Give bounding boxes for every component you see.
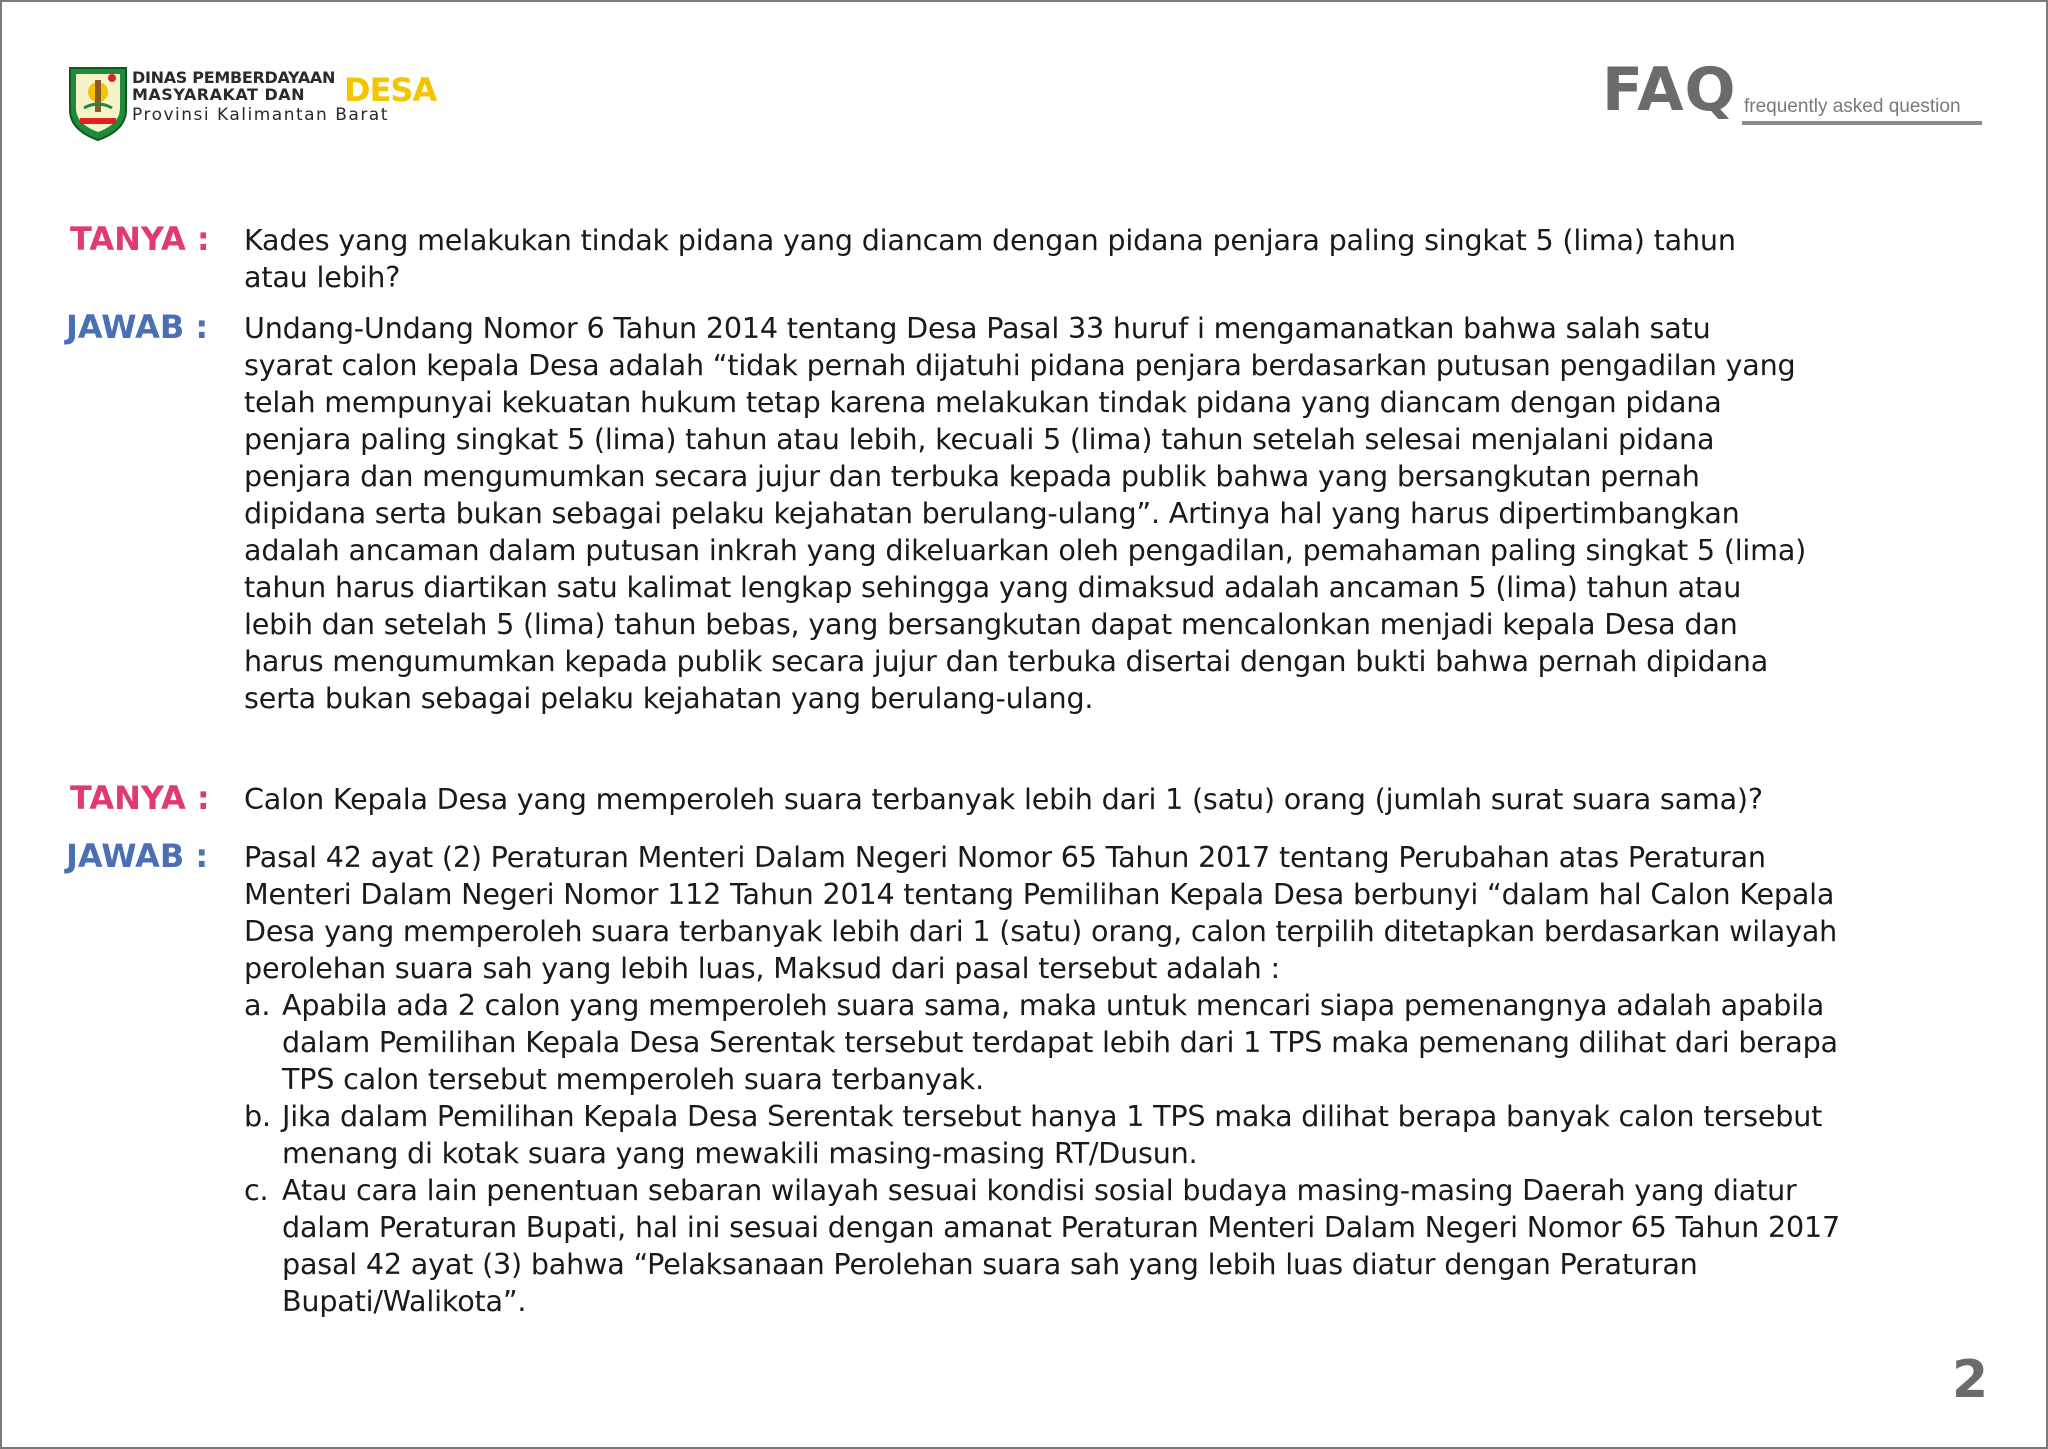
answer-text [244,839,1840,1320]
faq-underline [1742,121,1982,125]
org-line-1: DINAS PEMBERDAYAAN [132,68,336,87]
text-line: dalam Peraturan Bupati, hal ini sesuai dengan amanat Peraturan Menteri Dalam Negeri Nomor 65 Tahun 2017 [282,1210,1840,1244]
list-item [244,987,1840,1098]
text-line: perolehan suara sah yang lebih luas, Maksud dari pasal tersebut adalah : [244,951,1280,985]
text-line: Kades yang melakukan tindak pidana yang diancam dengan pidana penjara paling singkat 5 (lima) tahun [244,223,1736,257]
text-line: pasal 42 ayat (3) bahwa “Pelaksanaan Perolehan suara sah yang lebih luas diatur dengan Peraturan [282,1247,1698,1281]
list-marker: b. [244,1099,271,1133]
answer-label: JAWAB : [66,308,209,346]
kalimantan-barat-emblem-icon [66,64,130,142]
text-line: harus mengumumkan kepada publik secara jujur dan terbuka disertai dengan bukti bahwa pernah dipidana [244,644,1769,678]
text-line: Jika dalam Pemilihan Kepala Desa Serentak tersebut hanya 1 TPS maka dilihat berapa banyak calon tersebut [282,1099,1823,1133]
question-text [244,222,1736,296]
text-line: dalam Pemilihan Kepala Desa Serentak tersebut terdapat lebih dari 1 TPS maka pemenang dilihat dari berapa [282,1025,1838,1059]
text-line: Menteri Dalam Negeri Nomor 112 Tahun 2014 tentang Pemilihan Kepala Desa berbunyi “dalam hal Calon Kepala [244,877,1835,911]
text-line: syarat calon kepala Desa adalah “tidak pernah dijatuhi pidana penjara berdasarkan putusan pengadilan yang [244,348,1796,382]
text-line: penjara dan mengumumkan secara jujur dan terbuka kepada publik bahwa yang bersangkutan pernah [244,459,1700,493]
text-line: lebih dan setelah 5 (lima) tahun bebas, yang bersangkutan dapat mencalonkan menjadi kepala Desa dan [244,607,1738,641]
list-marker: c. [244,1173,269,1207]
faq-subtitle: frequently asked question [1744,96,1961,117]
question-text [244,781,1763,818]
text-line: Undang-Undang Nomor 6 Tahun 2014 tentang Desa Pasal 33 huruf i mengamanatkan bahwa salah satu [244,311,1711,345]
organization-name [132,68,437,125]
text-line: Bupati/Walikota”. [282,1284,527,1318]
text-line: TPS calon tersebut memperoleh suara terbanyak. [282,1062,985,1096]
org-line-2: MASYARAKAT DAN [132,85,306,104]
text-line: atau lebih? [244,260,401,294]
page-number: 2 [1952,1350,1989,1410]
question-label: TANYA : [70,779,210,817]
text-line: Atau cara lain penentuan sebaran wilayah sesuai kondisi sosial budaya masing-masing Daerah yang diatur [282,1173,1797,1207]
text-line: Desa yang memperoleh suara terbanyak lebih dari 1 (satu) orang, calon terpilih ditetapkan berdasarkan wilayah [244,914,1838,948]
text-line: Pasal 42 ayat (2) Peraturan Menteri Dalam Negeri Nomor 65 Tahun 2017 tentang Perubahan atas Peraturan [244,840,1766,874]
org-province: Provinsi Kalimantan Barat [132,105,389,125]
text-line: adalah ancaman dalam putusan inkrah yang dikeluarkan oleh pengadilan, pemahaman paling singkat 5 (lima) [244,533,1807,567]
text-line: telah mempunyai kekuatan hukum tetap karena melakukan tindak pidana yang diancam dengan pidana [244,385,1722,419]
answer-text [244,310,1806,717]
faq-title: FAQ [1602,55,1737,125]
text-line: penjara paling singkat 5 (lima) tahun atau lebih, kecuali 5 (lima) tahun setelah selesai menjalani pidana [244,422,1715,456]
text-line: Calon Kepala Desa yang memperoleh suara terbanyak lebih dari 1 (satu) orang (jumlah surat suara sama)? [244,782,1763,816]
list-item [244,1098,1840,1172]
list-item [244,1172,1840,1320]
question-label: TANYA : [70,220,210,258]
text-line: tahun harus diartikan satu kalimat lengkap sehingga yang dimaksud adalah ancaman 5 (lima) tahun atau [244,570,1742,604]
org-desa: DESA [344,71,437,109]
list-marker: a. [244,988,271,1022]
answer-label: JAWAB : [66,837,209,875]
text-line: serta bukan sebagai pelaku kejahatan yang berulang-ulang. [244,681,1094,715]
text-line: Apabila ada 2 calon yang memperoleh suara sama, maka untuk mencari siapa pemenangnya adalah apabila [282,988,1825,1022]
text-line: dipidana serta bukan sebagai pelaku kejahatan berulang-ulang”. Artinya hal yang harus dipertimbangkan [244,496,1740,530]
text-line: menang di kotak suara yang mewakili masing-masing RT/Dusun. [282,1136,1198,1170]
